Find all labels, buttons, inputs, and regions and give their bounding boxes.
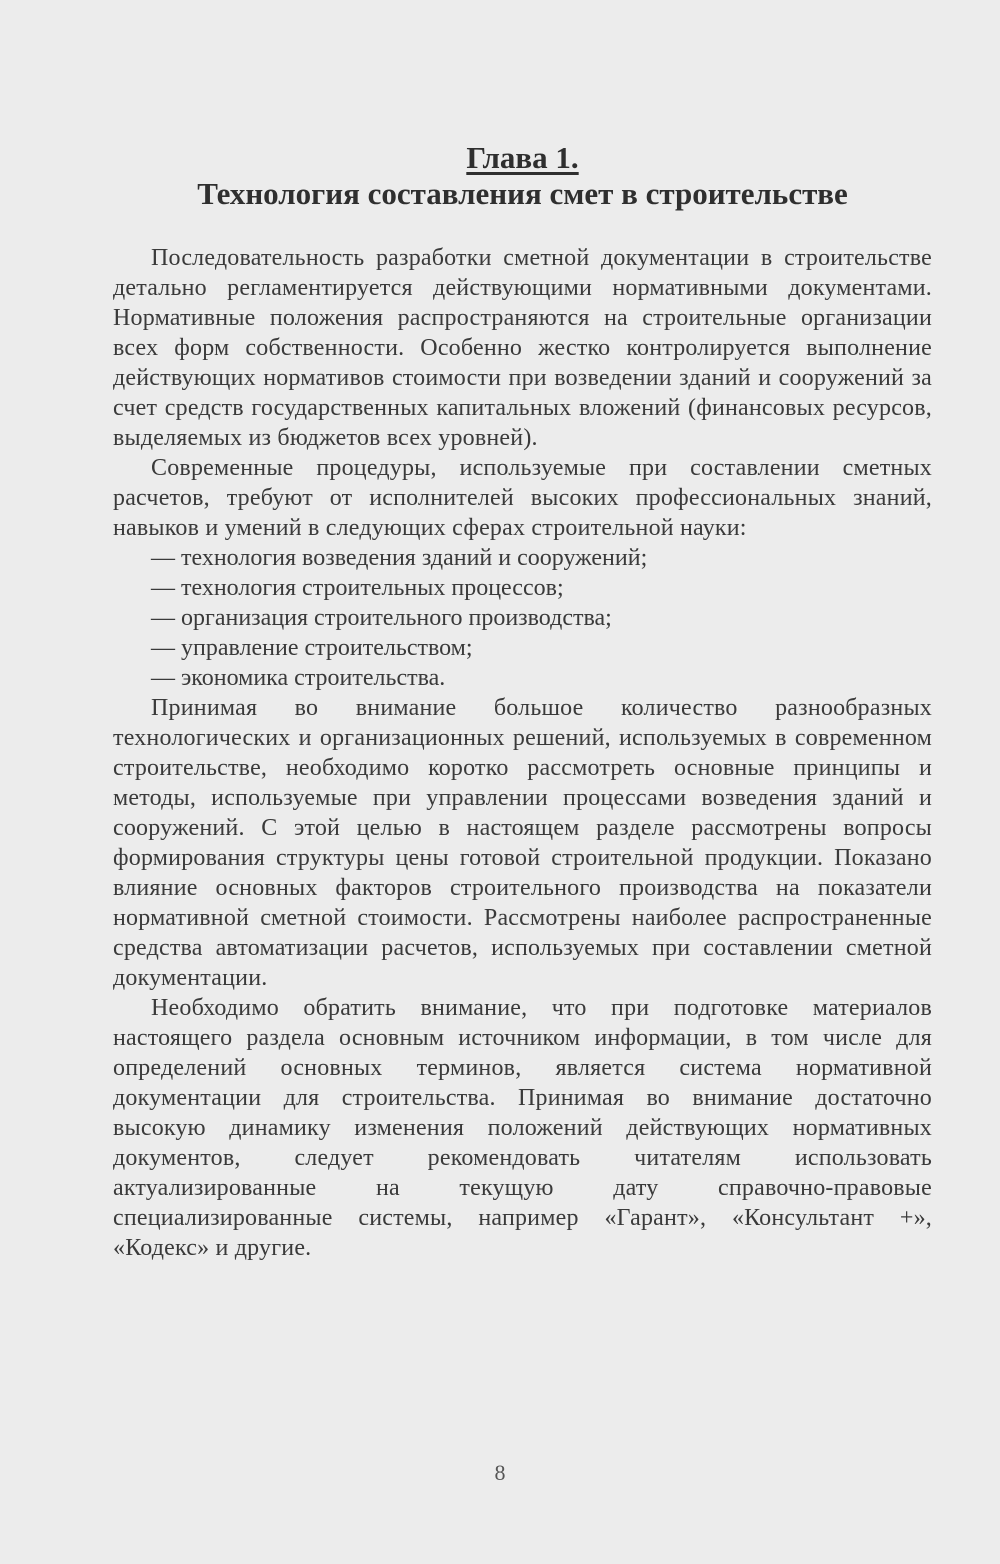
chapter-title: Технология составления смет в строительстве xyxy=(197,176,848,211)
paragraph-procedures: Современные процедуры, используемые при составлении сметных расчетов, требуют от исполнителей высоких профессиональных знаний, навыков и умений в следующих сферах строительной науки: xyxy=(113,455,932,541)
list-item: — экономика строительства. xyxy=(151,665,446,691)
list-item: — управление строительством; xyxy=(151,635,473,661)
paragraph-intro: Последовательность разработки сметной документации в строительстве детально регламентируется действующими нормативными документами. Нормативные положения распространяются на строительные организации всех форм собственности. Особенно жестко контролируется выполнение действующих нормативов стоимости при возведении зданий и сооружений за счет средств государственных капитальных вложений (финансовых ресурсов, выделяемых из бюджетов всех уровней). xyxy=(113,245,932,451)
list-item: — технология возведения зданий и сооружений; xyxy=(151,545,648,571)
sciences-list xyxy=(113,543,932,693)
paragraph-decisions: Принимая во внимание большое количество разнообразных технологических и организационных решений, используемых в современном строительстве, необходимо коротко рассмотреть основные принципы и методы, используемые при управлении процессами возведения зданий и сооружений. С этой целью в настоящем разделе рассмотрены вопросы формирования структуры цены готовой строительной продукции. Показано влияние основных факторов строительного производства на показатели нормативной сметной стоимости. Рассмотрены наиболее распространенные средства автоматизации расчетов, используемых при составлении сметной документации. xyxy=(113,695,932,991)
list-item: — организация строительного производства; xyxy=(151,605,612,631)
chapter-number: Глава 1. xyxy=(466,140,579,175)
list-item: — технология строительных процессов; xyxy=(151,575,564,601)
paragraph-sources: Необходимо обратить внимание, что при подготовке материалов настоящего раздела основным источником информации, в том числе для определений основных терминов, является система нормативной документации для строительства. Принимая во внимание достаточно высокую динамику изменения положений действующих нормативных документов, следует рекомендовать читателям использовать актуализированные на текущую дату справочно-правовые специализированные системы, например «Гарант», «Консультант +», «Кодекс» и другие. xyxy=(113,995,932,1261)
page-number: 8 xyxy=(494,1460,506,1485)
